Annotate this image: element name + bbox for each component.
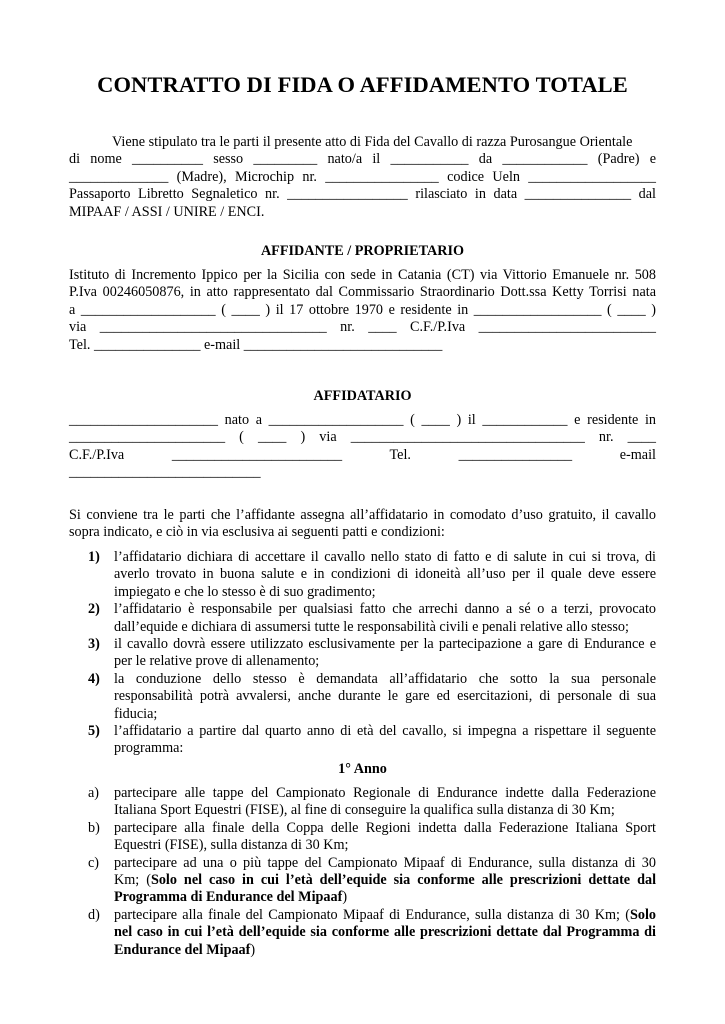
affidatario-line: ___________________________ — [69, 464, 261, 481]
affidante-line: a ___________________ ( ____ ) il 17 ottobre 1970 e residente in __________________ ( ____ ) — [69, 301, 656, 318]
affidatario-paragraph — [69, 412, 656, 482]
intro-line: di nome __________ sesso _________ nato/a il ___________ da ____________ (Padre) e — [69, 151, 656, 168]
program-list — [69, 785, 656, 959]
program-letter: a) — [88, 785, 100, 801]
intro-line: ______________ (Madre), Microchip nr. ________________ codice Ueln __________________ — [69, 168, 656, 185]
condition-item — [69, 601, 656, 636]
program-bold-text: Programma di Endurance del Mipaaf — [114, 889, 343, 906]
condition-line: programma: — [114, 740, 184, 757]
program-line: Italiana Sport Equestri (FISE), al fine di conseguire la qualifica sulla distanza di 30 Km; — [114, 802, 615, 819]
program-line — [114, 942, 656, 959]
affidante-line: Istituto di Incremento Ippico per la Sicilia con sede in Catania (CT) via Vittorio Emanuele nr. 508 — [69, 267, 656, 283]
program-text: partecipare alla finale del Campionato Mipaaf di Endurance, sulla distanza di 30 Km; ( — [114, 906, 630, 923]
condition-item — [69, 723, 656, 758]
condition-line: il cavallo dovrà essere utilizzato esclusivamente per la partecipazione a gare di Endurance e — [114, 636, 656, 653]
affidante-paragraph — [69, 267, 656, 354]
condition-number: 1) — [88, 549, 100, 565]
program-line: partecipare alla finale della Coppa delle Regioni indetta dalla Federazione Italiana Sport — [114, 819, 656, 836]
intro-line: Viene stipulato tra le parti il presente atto di Fida del Cavallo di razza Purosangue Orientale — [112, 134, 633, 150]
year-heading: 1° Anno — [338, 761, 387, 777]
affidatario-line: ______________________ ( ____ ) via _________________________________ nr. ____ — [69, 429, 656, 446]
document-title: CONTRATTO DI FIDA O AFFIDAMENTO TOTALE — [97, 72, 628, 97]
program-line: partecipare alle tappe del Campionato Regionale di Endurance indette dalla Federazione — [114, 785, 656, 801]
condition-number: 3) — [88, 636, 100, 653]
condition-line: impiegato e che lo stesso è di suo gradimento; — [114, 583, 376, 600]
condition-line: per le relative prove di allenamento; — [114, 653, 320, 670]
condition-number: 4) — [88, 670, 100, 687]
program-item-b — [69, 820, 656, 855]
premise-line: sopra indicato, e ciò in via esclusiva ai seguenti patti e condizioni: — [69, 524, 445, 541]
premise-paragraph — [69, 507, 656, 542]
program-letter: d) — [88, 906, 100, 923]
program-bold-text: Endurance del Mipaaf — [114, 941, 251, 958]
condition-line: averlo trovato in buona salute e in condizioni di idoneità all’uso per il quale deve essere — [114, 566, 656, 583]
condition-item — [69, 671, 656, 723]
condition-line: responsabilità potrà avvalersi, anche durante le gare ed esercitazioni, di personale di sua — [114, 688, 656, 705]
premise-line: Si conviene tra le parti che l’affidante assegna all’affidatario in comodato d’uso gratuito, il cavallo — [69, 507, 656, 523]
program-line: Equestri (FISE), sulla distanza di 30 Km; — [114, 837, 349, 854]
intro-paragraph — [69, 134, 656, 221]
condition-line: l’affidatario è responsabile per qualsiasi fatto che arrechi danno a sé o a terzi, provocato — [114, 601, 656, 618]
program-letter: c) — [88, 854, 100, 871]
affidatario-line: _____________________ nato a ___________________ ( ____ ) il ____________ e residente in — [69, 412, 656, 428]
affidante-line: via ________________________________ nr. ____ C.F./P.Iva _________________________ — [69, 319, 656, 336]
program-item-c — [69, 855, 656, 907]
affidante-heading: AFFIDANTE / PROPRIETARIO — [260, 243, 465, 259]
program-item-a — [69, 785, 656, 820]
program-line — [114, 907, 656, 924]
intro-line: MIPAAF / ASSI / UNIRE / ENCI. — [69, 203, 265, 220]
program-line — [114, 872, 656, 889]
program-letter: b) — [88, 819, 100, 836]
program-bold-text: Solo — [629, 906, 656, 923]
condition-line: fiducia; — [114, 705, 158, 722]
condition-line: la conduzione dello stesso è demandata all’affidatario che sotto la sua personale — [114, 670, 656, 687]
program-bold-line: nel caso in cui l’età dell’equide sia conforme alle prescrizioni dettate dal Programma di — [114, 924, 656, 941]
affidante-line: Tel. _______________ e-mail ____________________________ — [69, 336, 443, 353]
affidatario-heading: AFFIDATARIO — [313, 388, 412, 404]
program-item-d — [69, 907, 656, 959]
affidante-line: P.Iva 00246050876, in atto rappresentato dal Commissario Straordinario Dott.ssa Ketty Torrisi nata — [69, 284, 656, 301]
program-line — [114, 889, 656, 906]
condition-line: dall’equide e dichiara di assumersi tutte le responsabilità civili e penali relative allo stesso; — [114, 618, 629, 635]
condition-item — [69, 549, 656, 601]
condition-number: 5) — [88, 723, 100, 740]
program-text: ) — [342, 889, 348, 906]
condition-number: 2) — [88, 601, 100, 618]
conditions-list — [69, 549, 656, 758]
condition-line: l’affidatario dichiara di accettare il cavallo nello stato di fatto e di salute in cui si trova, di — [114, 549, 656, 565]
program-line: partecipare ad una o più tappe del Campionato Mipaaf di Endurance, sulla distanza di 30 — [114, 854, 656, 871]
program-bold-text: Solo nel caso in cui l’età dell’equide sia conforme alle prescrizioni dettate dal — [150, 872, 657, 889]
program-text: Km; ( — [114, 872, 151, 889]
program-text: ) — [250, 941, 256, 958]
condition-item — [69, 636, 656, 671]
condition-line: l’affidatario a partire dal quarto anno di età del cavallo, si impegna a rispettare il seguente — [114, 723, 656, 740]
intro-line: Passaporto Libretto Segnaletico nr. _________________ rilasciato in data _______________ dal — [69, 186, 656, 203]
affidatario-line: C.F./P.Iva ________________________ Tel. ________________ e-mail — [69, 446, 656, 463]
